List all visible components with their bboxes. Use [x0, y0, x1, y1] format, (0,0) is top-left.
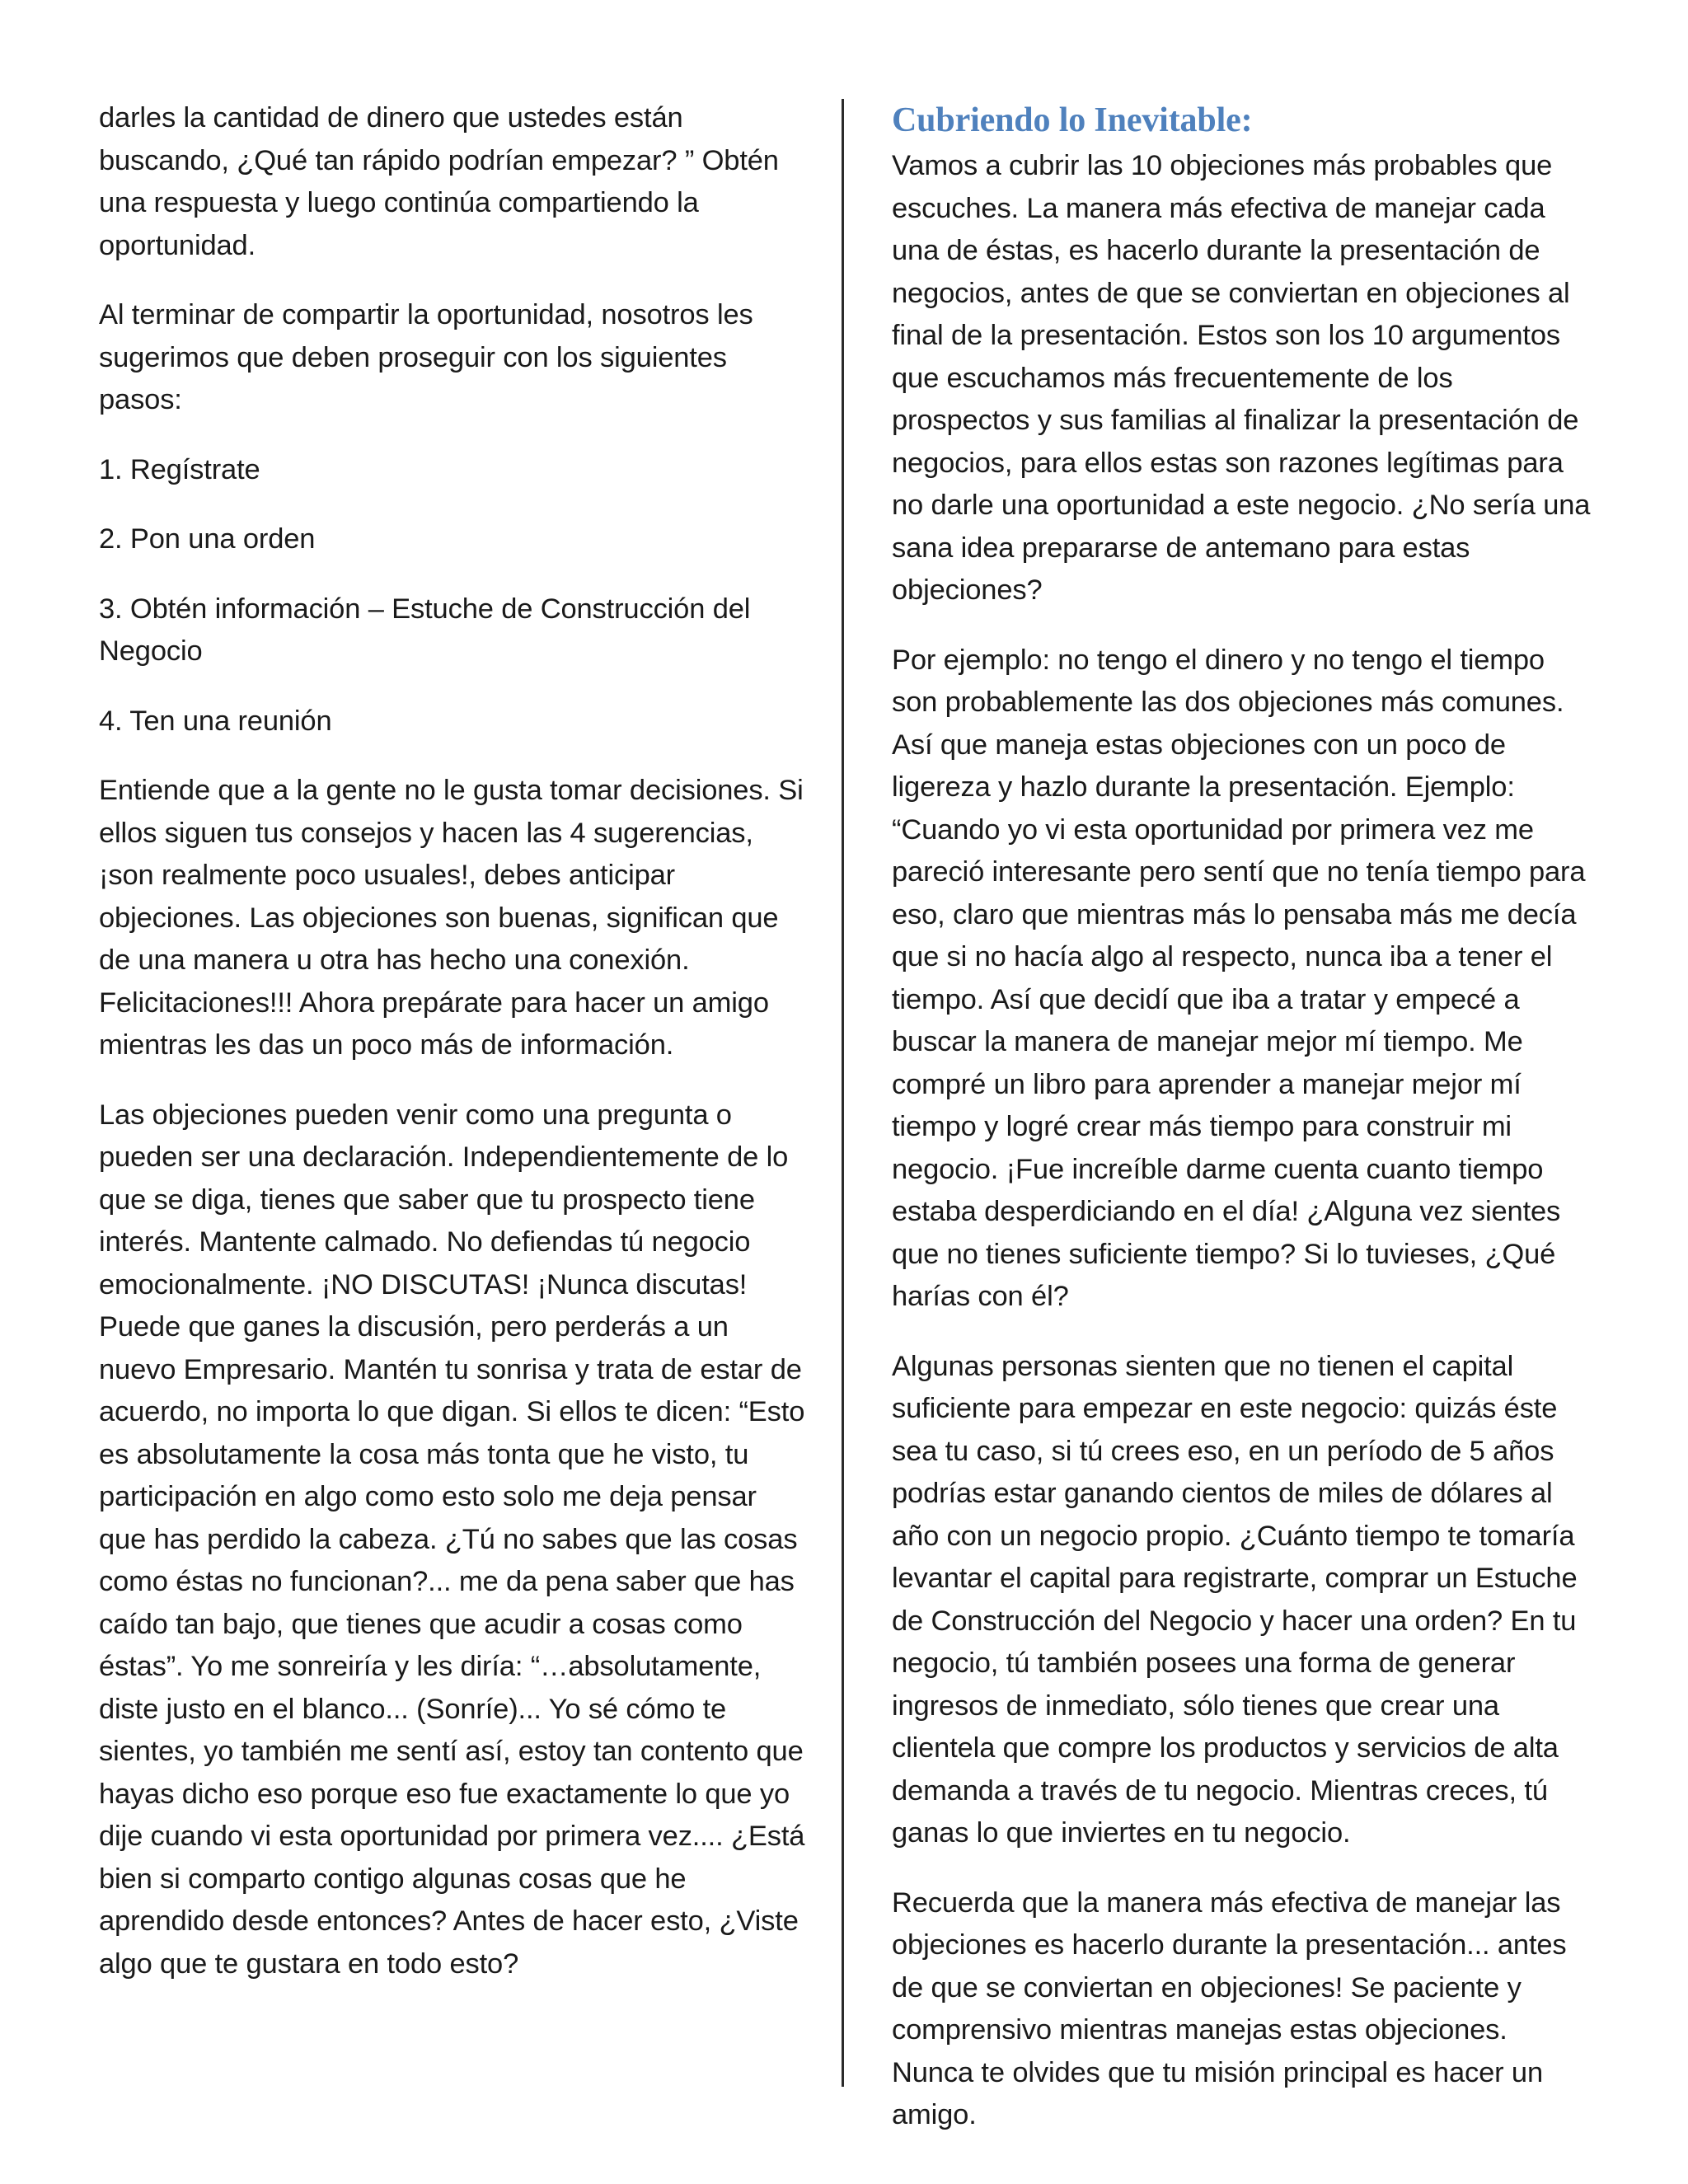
- paragraph: Vamos a cubrir las 10 objeciones más probables que escuches. La manera más efectiva de manejar cada una de éstas, es hacerlo durante la presentación de negocios, antes de que se conviertan en objeciones al final de la presentación. Estos son los 10 argumentos que escuchamos más frecuentemente de los prospectos y sus familias al finalizar la presentación de negocios, para ellos estas son razones legítimas para no darle una oportunidad a este negocio. ¿No sería una sana idea prepararse de antemano para estas objeciones?: [892, 150, 1591, 606]
- list-item: 3. Obtén información – Estuche de Construcción del Negocio: [99, 593, 751, 667]
- paragraph: Al terminar de compartir la oportunidad, nosotros les sugerimos que deben proseguir con los siguientes pasos:: [99, 299, 753, 415]
- paragraph: Algunas personas sienten que no tienen el capital suficiente para empezar en este negocio: quizás éste sea tu caso, si tú crees eso, en un período de 5 años podrías estar ganando cientos de miles de dólares al año con un negocio propio. ¿Cuánto tiempo te tomaría levantar el capital para registrarte, comprar un Estuche de Construcción del Negocio y hacer una orden? En tu negocio, tú también posees una forma de generar ingresos de inmediato, sólo tienes que crear una clientela que compre los productos y servicios de alta demanda a través de tu negocio. Mientras creces, tú ganas lo que inviertes en tu negocio.: [892, 1350, 1578, 1849]
- paragraph: Recuerda que la manera más efectiva de manejar las objeciones es hacerlo durante la presentación... antes de que se conviertan en objeciones! Se paciente y comprensivo mientras manejas estas objeciones. Nunca te olvides que tu misión principal es hacer un amigo.: [892, 1886, 1567, 2130]
- right-column: [892, 97, 1592, 2164]
- section-heading: Cubriendo lo Inevitable:: [892, 101, 1253, 139]
- paragraph: Entiende que a la gente no le gusta tomar decisiones. Si ellos siguen tus consejos y hacen las 4 sugerencias, ¡son realmente poco usuales!, debes anticipar objeciones. Las objeciones son buenas, significan que de una manera u otra has hecho una conexión. Felicitaciones!!! Ahora prepárate para hacer un amigo mientras les das un poco más de información.: [99, 775, 804, 1061]
- paragraph: Por ejemplo: no tengo el dinero y no tengo el tiempo son probablemente las dos objeciones más comunes. Así que maneja estas objeciones con un poco de ligereza y hazlo durante la presentación. Ejemplo: “Cuando yo vi esta oportunidad por primera vez me pareció interesante pero sentí que no tenía tiempo para eso, claro que mientras más lo pensaba más me decía que si no hacía algo al respecto, nunca iba a tener el tiempo. Así que decidí que iba a tratar y empecé a buscar la manera de manejar mejor mí tiempo. Me compré un libro para aprender a manejar mejor mí tiempo y logré crear más tiempo para construir mi negocio. ¡Fue increíble darme cuenta cuanto tiempo estaba desperdiciando en el día! ¿Alguna vez sientes que no tienes suficiente tiempo? Si lo tuvieses, ¿Qué harías con él?: [892, 644, 1586, 1312]
- left-column: [99, 97, 808, 2013]
- column-divider: [842, 99, 844, 2087]
- paragraph: darles la cantidad de dinero que ustedes están buscando, ¿Qué tan rápido podrían empezar? ” Obtén una respuesta y luego continúa compartiendo la oportunidad.: [99, 102, 779, 261]
- list-item: 4. Ten una reunión: [99, 705, 332, 737]
- list-item: 1. Regístrate: [99, 453, 260, 485]
- list-item: 2. Pon una orden: [99, 523, 316, 555]
- paragraph: Las objeciones pueden venir como una pregunta o pueden ser una declaración. Independientemente de lo que se diga, tienes que saber que tu prospecto tiene interés. Mantente calmado. No defiendas tú negocio emocionalmente. ¡NO DISCUTAS! ¡Nunca discutas! Puede que ganes la discusión, pero perderás a un nuevo Empresario. Mantén tu sonrisa y trata de estar de acuerdo, no importa lo que digan. Si ellos te dicen: “Esto es absolutamente la cosa más tonta que he visto, tu participación en algo como esto solo me deja pensar que has perdido la cabeza. ¿Tú no sabes que las cosas como éstas no funcionan?... me da pena saber que has caído tan bajo, que tienes que acudir a cosas como éstas”. Yo me sonreiría y les diría: “…absolutamente, diste justo en el blanco... (Sonríe)... Yo sé cómo te sientes, yo también me sentí así, estoy tan contento que hayas dicho eso porque eso fue exactamente lo que yo dije cuando vi esta oportunidad por primera vez.... ¿Está bien si comparto contigo algunas cosas que he aprendido desde entonces? Antes de hacer esto, ¿Viste algo que te gustara en todo esto?: [99, 1099, 805, 1980]
